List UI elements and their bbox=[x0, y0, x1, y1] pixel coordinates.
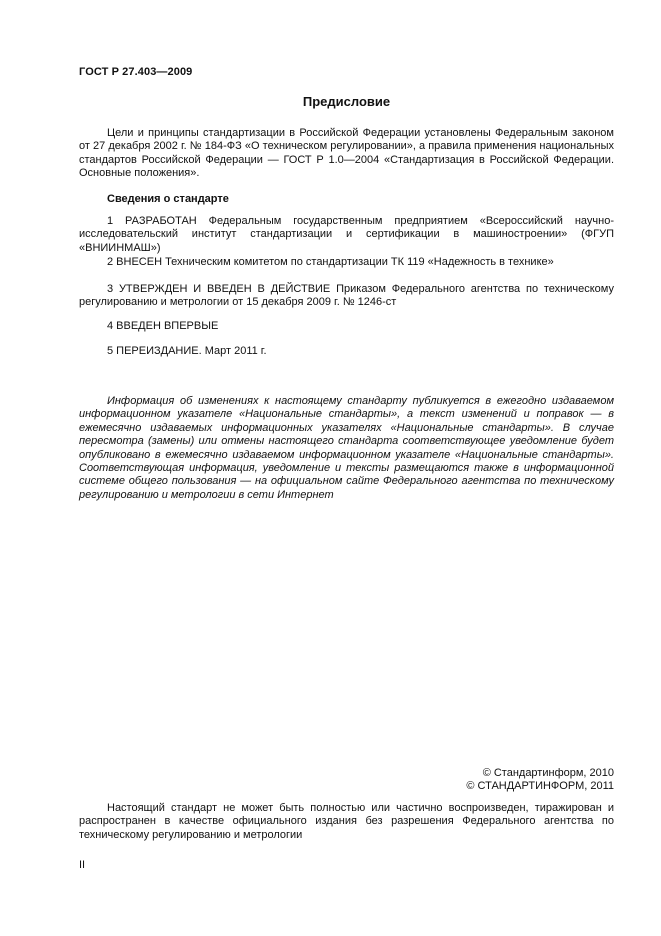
standard-info-heading-block bbox=[79, 193, 614, 206]
item-3-block bbox=[79, 283, 614, 310]
standard-info-item-1: 1 РАЗРАБОТАН Федеральным государственным предприятием «Всероссийский научно-исследовательский институт стандартизации и сертификации в машиностроении» (ФГУП «ВНИИНМАШ») bbox=[79, 215, 614, 254]
page-number: II bbox=[79, 859, 86, 871]
standard-info-item-2: 2 ВНЕСЕН Техническим комитетом по стандартизации ТК 119 «Надежность в технике» bbox=[107, 256, 554, 268]
standard-info-heading: Сведения о стандарте bbox=[107, 193, 229, 205]
copyright-line-1: © Стандартинформ, 2010 bbox=[482, 767, 614, 779]
reproduction-notice: Настоящий стандарт не может быть полностью или частично воспроизведен, тиражирован и распространен в качестве официального издания без разрешения Федерального агентства по техническому регулированию и метрологии bbox=[79, 802, 614, 841]
standard-info-item-3: 3 УТВЕРЖДЕН И ВВЕДЕН В ДЕЙСТВИЕ Приказом Федерального агентства по техническому регулированию и метрологии от 15 декабря 2009 г. № 1246-ст bbox=[79, 283, 614, 309]
copyright-line-2: © СТАНДАРТИНФОРМ, 2011 bbox=[466, 780, 614, 793]
intro-paragraph: Цели и принципы стандартизации в Российской Федерации установлены Федеральным законом от 27 декабря 2002 г. № 184-ФЗ «О техническом регулировании», а правила применения национальных стандартов Российской Федерации — ГОСТ Р 1.0—2004 «Стандартизация в Российской Федерации. Основные положения». bbox=[79, 127, 614, 180]
item-4-block bbox=[79, 320, 614, 333]
item-1-block bbox=[79, 215, 614, 255]
standard-number-header: ГОСТ Р 27.403—2009 bbox=[79, 66, 193, 78]
standard-info-item-5: 5 ПЕРЕИЗДАНИЕ. Март 2011 г. bbox=[107, 345, 267, 357]
foreword-intro bbox=[79, 127, 614, 181]
changes-notice: Информация об изменениях к настоящему стандарту публикуется в ежегодно издаваемом информационном указателе «Национальные стандарты», а текст изменений и поправок — в ежемесячно издаваемых информационных указателях «Национальные стандарты». В случае пересмотра (замены) или отмены настоящего стандарта соответствующее уведомление будет опубликовано в ежемесячно издаваемом информационном указателе «Национальные стандарты». Соответствующая информация, уведомление и тексты размещаются также в информационной системе общего пользования — на официальном сайте Федерального агентства по техническому регулированию и метрологии в сети Интернет bbox=[79, 395, 614, 501]
item-2-block bbox=[79, 256, 614, 269]
page-title: Предисловие bbox=[302, 94, 391, 109]
copyright-block bbox=[79, 767, 614, 794]
standard-info-item-4: 4 ВВЕДЕН ВПЕРВЫЕ bbox=[107, 320, 219, 332]
changes-notice-block bbox=[79, 395, 614, 502]
item-5-block bbox=[79, 345, 614, 358]
reproduction-notice-block bbox=[79, 802, 614, 842]
